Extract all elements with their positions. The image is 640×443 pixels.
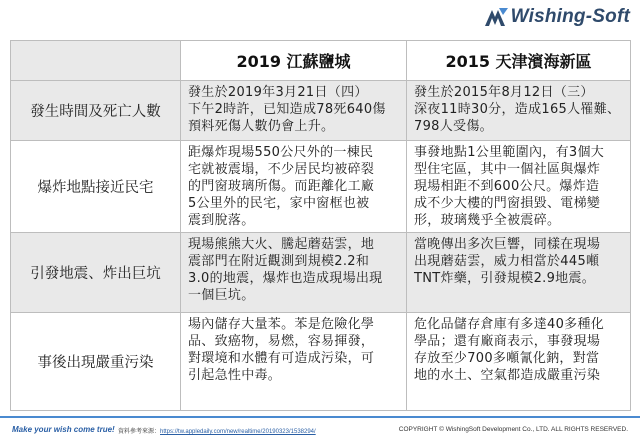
table-header-2015: 2015 天津濱海新區	[407, 41, 631, 81]
cell-2019: 發生於2019年3月21日（四） 下午2時許，已知造成78死640傷 預料死傷人數仍會上升。	[181, 81, 407, 141]
table-row	[11, 313, 631, 411]
footer	[0, 423, 640, 443]
brand-name: Wishing-Soft	[510, 6, 630, 27]
table-row	[11, 233, 631, 313]
table-row	[11, 141, 631, 233]
cell-2015: 發生於2015年8月12日（三） 深夜11時30分，造成165人罹難、 798人受傷。	[407, 81, 631, 141]
cell-2015: 危化品儲存倉庫有多達40多種化 學品；還有廠商表示，事發現場 存放至少700多噸氰化鈉，對當 地的水土、空氣都造成嚴重污染	[407, 313, 631, 411]
cell-2015: 當晚傳出多次巨響，同樣在現場 出現蘑菇雲，威力相當於445噸 TNT炸藥，引發規模2.9地震。	[407, 233, 631, 313]
reference-label: 資料參考來源：	[118, 429, 161, 435]
cell-2015: 事發地點1公里範圍內，有3個大 型住宅區，其中一個社區與爆炸 現場相距不到600公尺。爆炸造 成不少大樓的門窗損毀、電梯變 形，玻璃幾乎全被震碎。	[407, 141, 631, 233]
table-header-2019: 2019 江蘇鹽城	[181, 41, 407, 81]
footer-divider	[0, 416, 640, 418]
comparison-table	[10, 40, 630, 410]
table-header-blank	[11, 41, 181, 81]
footer-slogan: Make your wish come true!	[12, 425, 115, 434]
table-header-row	[11, 41, 631, 81]
cell-2019: 場內儲存大量苯。苯是危險化學 品、致癌物，易燃，容易揮發， 對環境和水體有可造成污染，可 引起急性中毒。	[181, 313, 407, 411]
wishing-soft-logo-icon	[483, 6, 509, 28]
row-label: 事後出現嚴重污染	[11, 313, 181, 411]
row-label: 發生時間及死亡人數	[11, 81, 181, 141]
brand-logo	[483, 4, 630, 30]
row-label: 引發地震、炸出巨坑	[11, 233, 181, 313]
footer-copyright: COPYRIGHT © WishingSoft Development Co., LTD. ALL RIGHTS RESERVED.	[398, 426, 628, 433]
row-label: 爆炸地點接近民宅	[11, 141, 181, 233]
table-row	[11, 81, 631, 141]
reference-link[interactable]: https://tw.appledaily.com/new/realtime/20190323/1538294/	[160, 429, 316, 435]
footer-reference	[118, 426, 316, 435]
cell-2019: 距爆炸現場550公尺外的一棟民 宅就被震塌，不少居民均被碎裂 的門窗玻璃所傷。而距離化工廠 5公里外的民宅，家中窗框也被 震到脫落。	[181, 141, 407, 233]
cell-2019: 現場熊熊大火、騰起蘑菇雲，地 震部門在附近觀測到規模2.2和 3.0的地震，爆炸也造成現場出現 一個巨坑。	[181, 233, 407, 313]
